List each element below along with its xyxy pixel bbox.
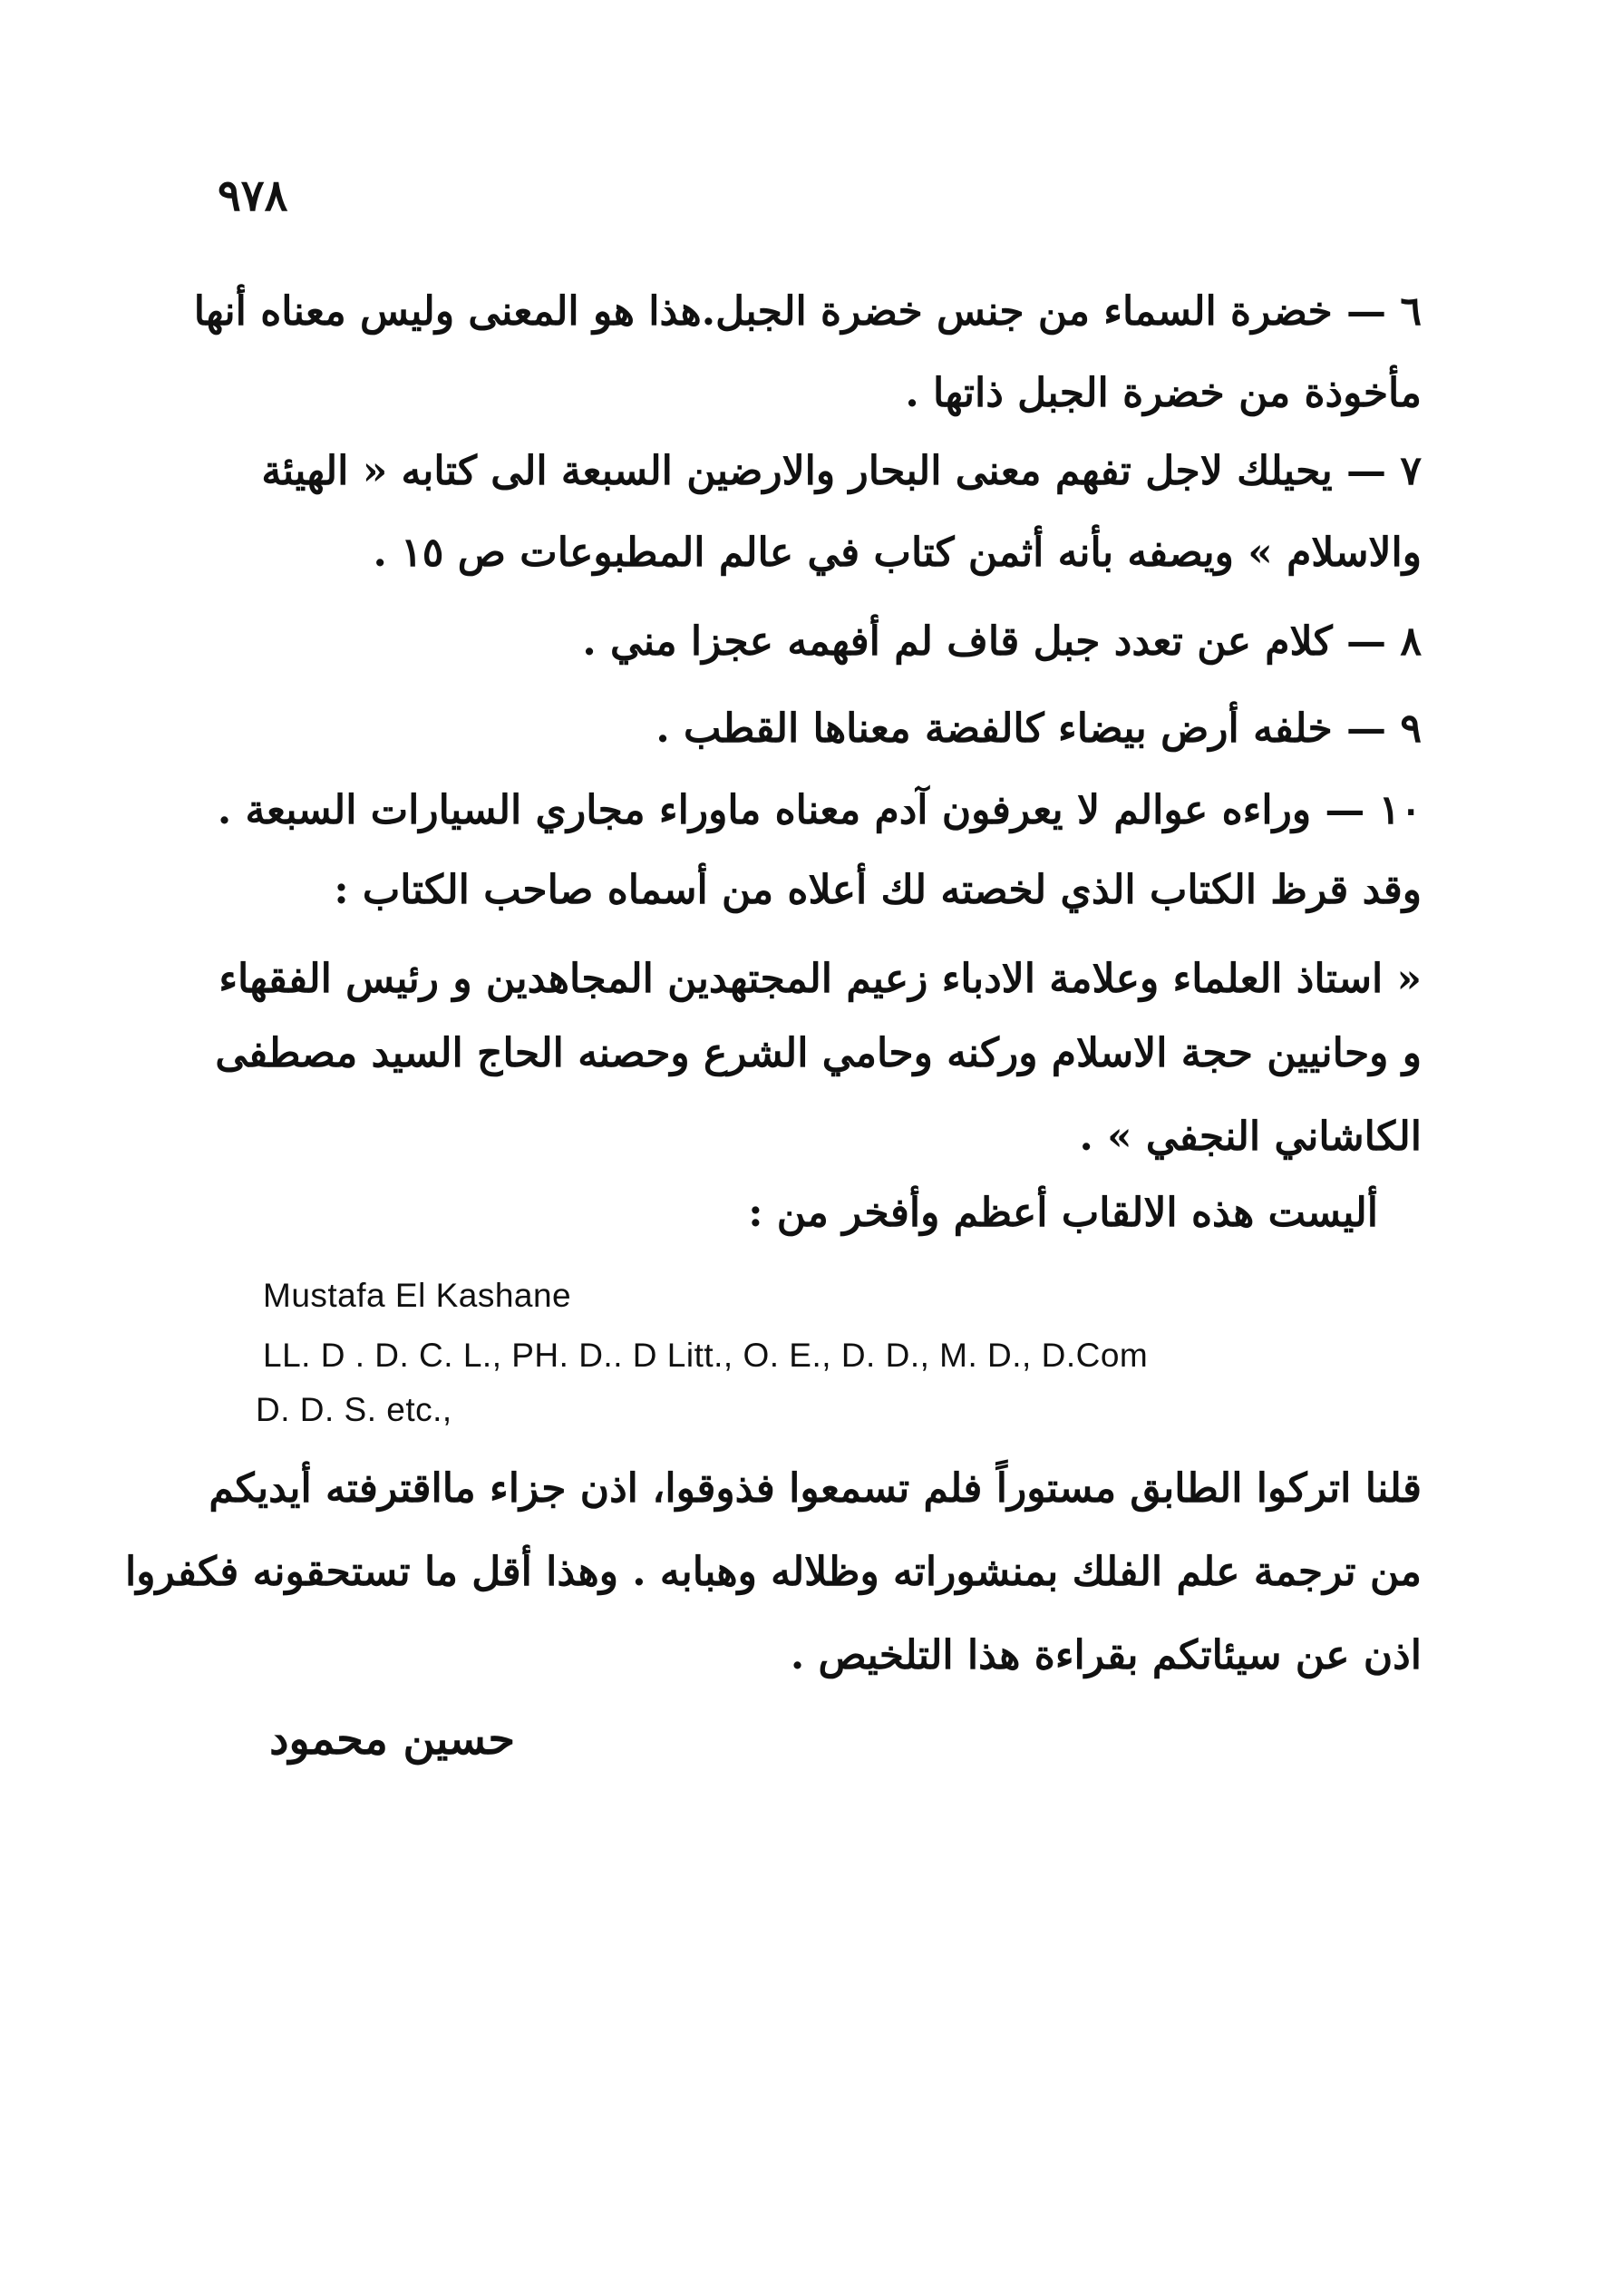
- text-line: ١٠ — وراءه عوالم لا يعرفون آدم معناه ماوراء مجاري السيارات السبعة .: [217, 787, 1422, 833]
- text-line: من ترجمة علم الفلك بمنشوراته وظلاله وهبابه . وهذا أقل ما تستحقونه فكفروا: [125, 1549, 1422, 1595]
- english-degrees-line: LL. D . D. C. L., PH. D.. D Litt., O. E., D. D., M. D., D.Com: [263, 1337, 1149, 1374]
- text-line: و وحانيين حجة الاسلام وركنه وحامي الشرع وحصنه الحاج السيد مصطفى: [215, 1030, 1422, 1076]
- page-number: ٩٧٨: [218, 170, 288, 221]
- author-signature: حسين محمود: [269, 1714, 515, 1765]
- text-line: ٩ — خلفه أرض بيضاء كالفضة معناها القطب .: [655, 705, 1422, 752]
- english-name-line: Mustafa El Kashane: [263, 1277, 572, 1314]
- text-line: مأخوذة من خضرة الجبل ذاتها .: [905, 370, 1422, 416]
- text-line: ٧ — يحيلك لاجل تفهم معنى البحار والارضين السبعة الى كتابه « الهيئة: [261, 448, 1422, 494]
- text-line: « استاذ العلماء وعلامة الادباء زعيم المجتهدين المجاهدين و رئيس الفقهاء: [218, 956, 1422, 1002]
- english-degrees-line: D. D. S. etc.,: [256, 1391, 452, 1428]
- text-line: الكاشاني النجفي » .: [1079, 1114, 1422, 1160]
- text-line: قلنا اتركوا الطابق مستوراً فلم تسمعوا فذوقوا، اذن جزاء مااقترفته أيديكم: [209, 1465, 1422, 1512]
- text-line: ٨ — كلام عن تعدد جبل قاف لم أفهمه عجزا مني .: [582, 618, 1422, 665]
- text-line: وقد قرظ الكتاب الذي لخصته لك أعلاه من أسماه صاحب الكتاب :: [334, 867, 1422, 913]
- text-line: أليست هذه الالقاب أعظم وأفخر من :: [748, 1190, 1378, 1236]
- text-line: والاسلام » ويصفه بأنه أثمن كتاب في عالم المطبوعات ص ١٥ .: [373, 530, 1422, 576]
- text-line: اذن عن سيئاتكم بقراءة هذا التلخيص .: [790, 1632, 1422, 1678]
- text-line: ٦ — خضرة السماء من جنس خضرة الجبل.هذا هو المعنى وليس معناه أنها: [193, 288, 1422, 335]
